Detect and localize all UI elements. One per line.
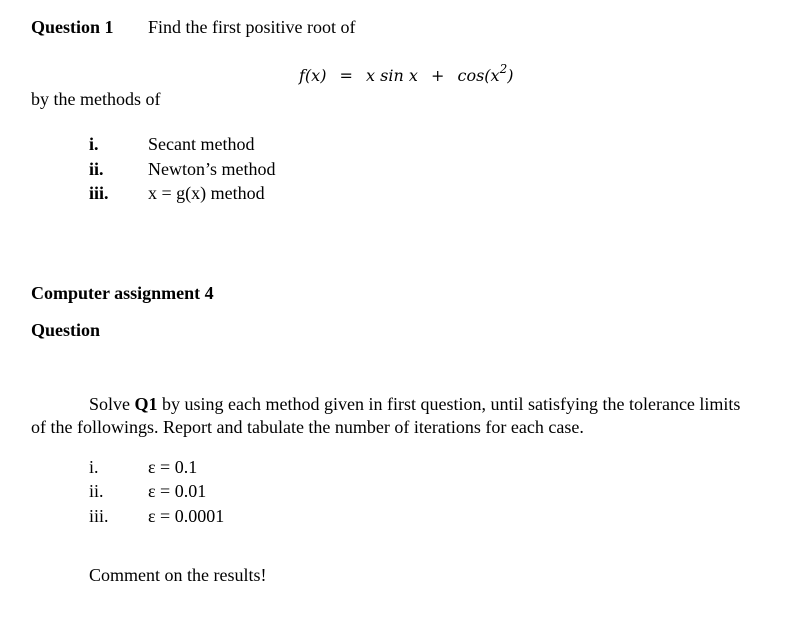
equation-term2: $\cos(x^2)$	[457, 61, 514, 85]
equation-lhs: f(x)	[299, 66, 327, 85]
tolerance-1-number: i.	[89, 457, 99, 477]
closing-remark: Comment on the results!	[89, 565, 267, 585]
method-1-text: Secant method	[148, 134, 255, 154]
assignment-paragraph-line2: of the followings. Report and tabulate the number of iterations for each case.	[31, 417, 584, 437]
tolerance-2-text: ε = 0.01	[148, 481, 207, 501]
assignment-subtitle: Question	[31, 320, 101, 340]
tolerance-3-text: ε = 0.0001	[148, 506, 225, 526]
methods-intro: by the methods of	[31, 89, 161, 109]
equation	[299, 61, 514, 85]
equation-term1: x sin x	[366, 66, 418, 85]
equation-plus: +	[430, 66, 445, 85]
question1-label: Question 1	[31, 17, 114, 37]
assignment-title: Computer assignment 4	[31, 283, 214, 303]
method-2-number: ii.	[89, 159, 104, 179]
tolerance-1-text: ε = 0.1	[148, 457, 198, 477]
tolerance-3-number: iii.	[89, 506, 109, 526]
method-1-number: i.	[89, 134, 99, 154]
method-2-text: Newton’s method	[148, 159, 276, 179]
method-3-text: x = g(x) method	[148, 183, 265, 203]
question1-prompt: Find the first positive root of	[148, 17, 356, 37]
question-reference: Q1	[134, 394, 158, 414]
tolerance-2-number: ii.	[89, 481, 104, 501]
method-3-number: iii.	[89, 183, 109, 203]
equation-equals: =	[339, 66, 353, 85]
assignment-paragraph-line1: Solve Q1 by using each method given in first question, until satisfying the tolerance limits	[89, 394, 741, 414]
